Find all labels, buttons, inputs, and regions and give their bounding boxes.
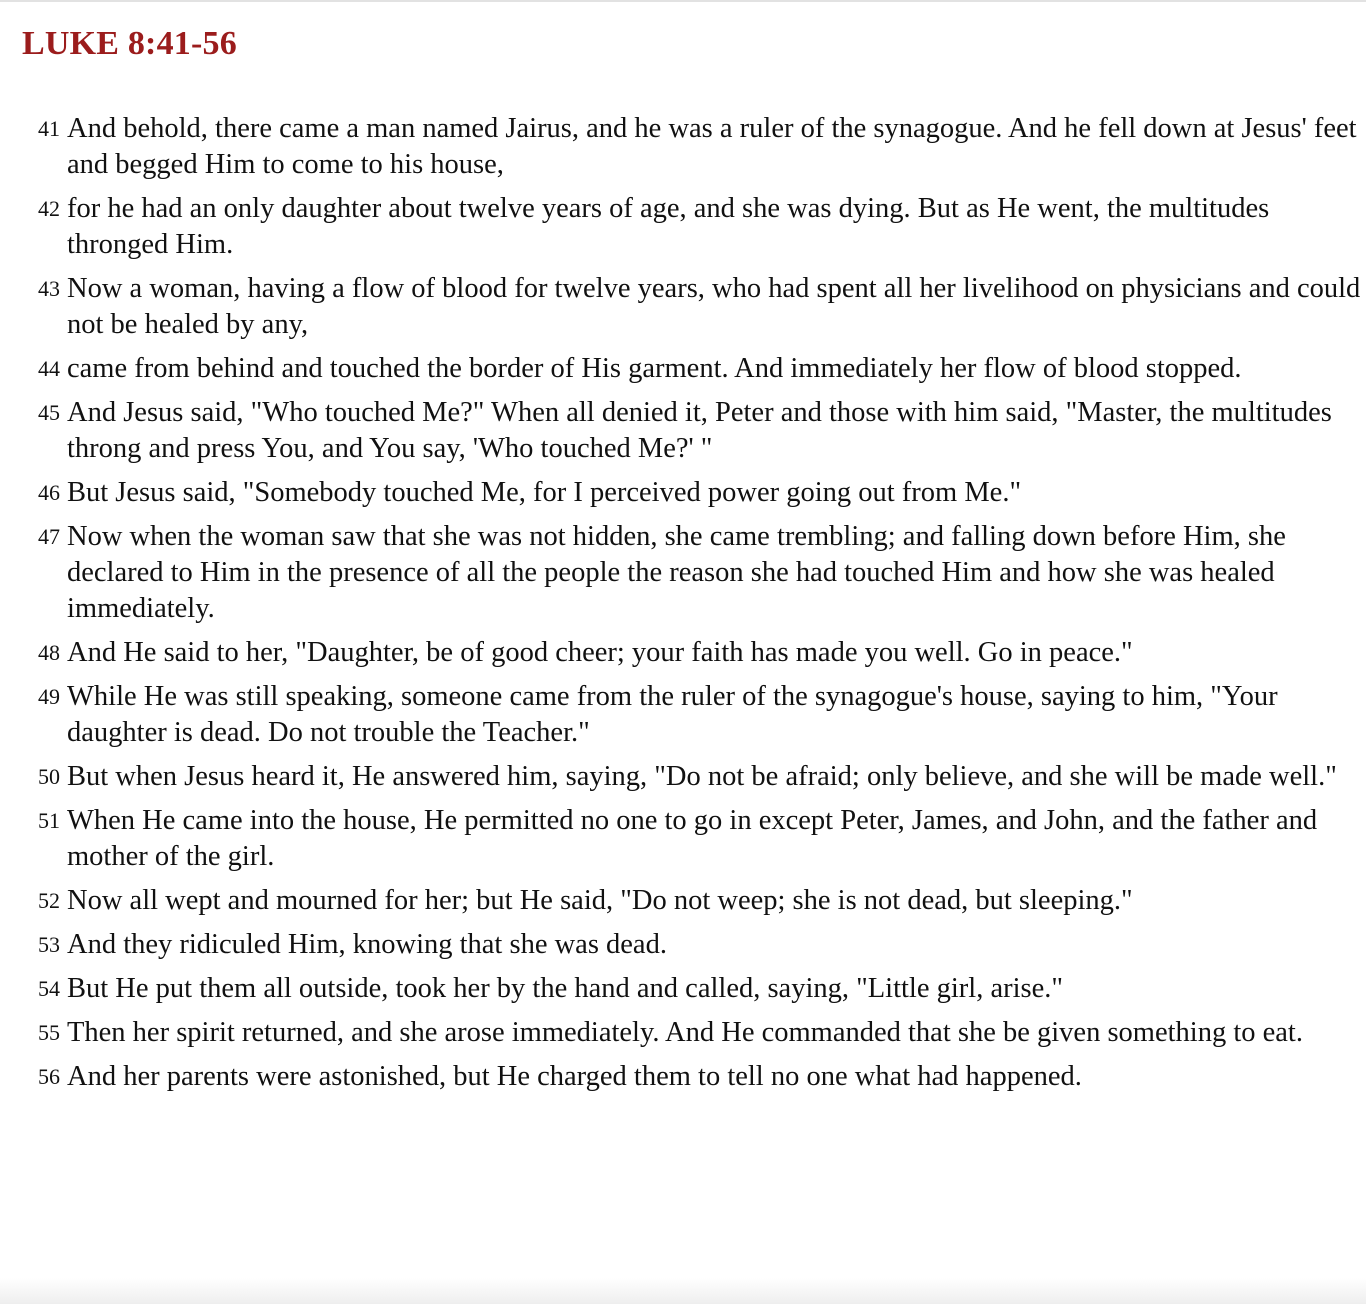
verse-item (0, 679, 1366, 751)
verse-text: for he had an only daughter about twelve years of age, and she was dying. But as He went, the multitudes thronged Him. (67, 193, 1270, 260)
verse-item (0, 1059, 1366, 1095)
verse-item (0, 803, 1366, 875)
verse-item (0, 927, 1366, 963)
verse-text: But when Jesus heard it, He answered him, saying, "Do not be afraid; only believe, and she will be made well." (67, 761, 1337, 792)
verse-number: 44 (38, 356, 60, 381)
verse-item (0, 475, 1366, 511)
verse-number: 41 (38, 116, 60, 141)
verse-number: 42 (38, 196, 60, 221)
verse-text: While He was still speaking, someone came from the ruler of the synagogue's house, saying to him, "Your daughter is dead. Do not trouble the Teacher." (67, 681, 1278, 748)
verse-text: But Jesus said, "Somebody touched Me, for I perceived power going out from Me." (67, 477, 1022, 508)
verse-text: Now a woman, having a flow of blood for twelve years, who had spent all her livelihood on physicians and could not be healed by any, (67, 273, 1361, 340)
verse-text: And her parents were astonished, but He charged them to tell no one what had happened. (67, 1061, 1082, 1092)
verse-item (0, 351, 1366, 387)
verse-item (0, 635, 1366, 671)
verse-text: Now all wept and mourned for her; but He said, "Do not weep; she is not dead, but sleeping." (67, 885, 1133, 916)
verse-number: 53 (38, 932, 60, 957)
verse-text: But He put them all outside, took her by the hand and called, saying, "Little girl, arise." (67, 973, 1063, 1004)
verse-item (0, 971, 1366, 1007)
verse-text: Then her spirit returned, and she arose immediately. And He commanded that she be given something to eat. (67, 1017, 1303, 1048)
verse-number: 45 (38, 400, 60, 425)
verse-text: came from behind and touched the border of His garment. And immediately her flow of blood stopped. (67, 353, 1242, 384)
verse-number: 55 (38, 1020, 60, 1045)
verse-number: 51 (38, 808, 60, 833)
bottom-scroll-fade (0, 1278, 1366, 1304)
verse-item (0, 191, 1366, 263)
verse-item (0, 111, 1366, 183)
verse-text: And behold, there came a man named Jairus, and he was a ruler of the synagogue. And he fell down at Jesus' feet and begged Him to come to his house, (67, 113, 1357, 180)
verse-number: 47 (38, 524, 60, 549)
verse-item (0, 271, 1366, 343)
verse-number: 48 (38, 640, 60, 665)
verse-number: 43 (38, 276, 60, 301)
verse-number: 52 (38, 888, 60, 913)
verse-item (0, 883, 1366, 919)
verse-number: 49 (38, 684, 60, 709)
verse-text: And they ridiculed Him, knowing that she was dead. (67, 929, 667, 960)
verse-list (0, 111, 1366, 1103)
verse-text: When He came into the house, He permitted no one to go in except Peter, James, and John, and the father and mother of the girl. (67, 805, 1318, 872)
verse-item (0, 519, 1366, 627)
passage-title: LUKE 8:41-56 (22, 25, 237, 62)
verse-number: 54 (38, 976, 60, 1001)
verse-text: And Jesus said, "Who touched Me?" When all denied it, Peter and those with him said, "Master, the multitudes throng and press You, and You say, 'Who touched Me?' " (67, 397, 1332, 464)
verse-item (0, 395, 1366, 467)
verse-number: 56 (38, 1064, 60, 1089)
verse-text: Now when the woman saw that she was not hidden, she came trembling; and falling down before Him, she declared to Him in the presence of all the people the reason she had touched Him and how she was healed immediately. (67, 521, 1286, 624)
verse-item (0, 759, 1366, 795)
verse-item (0, 1015, 1366, 1051)
verse-number: 46 (38, 480, 60, 505)
verse-text: And He said to her, "Daughter, be of good cheer; your faith has made you well. Go in peace." (67, 637, 1133, 668)
verse-number: 50 (38, 764, 60, 789)
